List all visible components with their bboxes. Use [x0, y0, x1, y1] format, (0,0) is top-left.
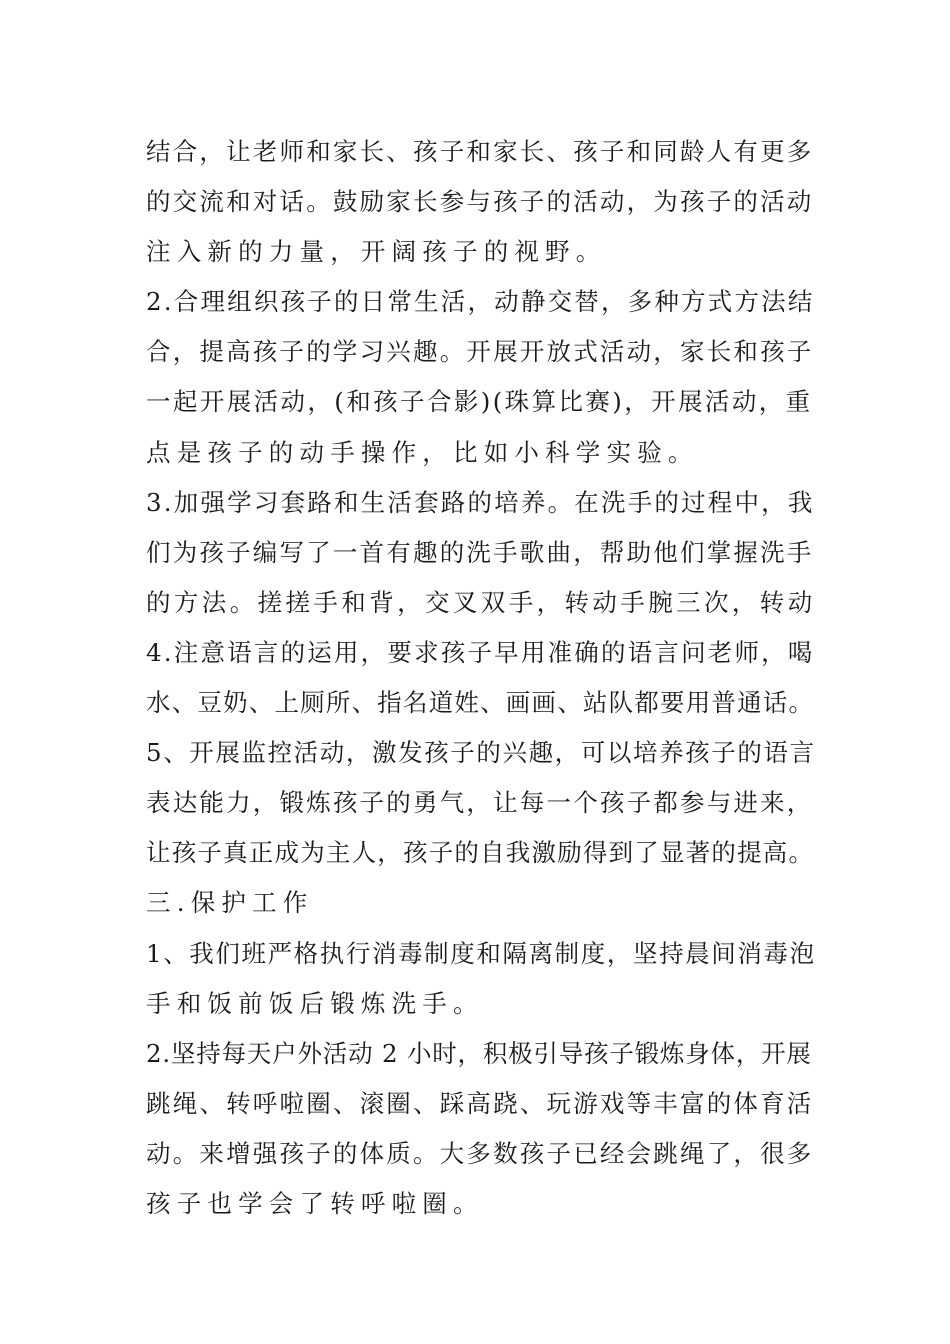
text-line: 们为孩子编写了一首有趣的洗手歌曲，帮助他们掌握洗手: [146, 537, 814, 567]
text-line: 2.坚持每天户外活动 2 小时，积极引导孩子锻炼身体，开展: [146, 1038, 812, 1068]
text-line: 2.合理组织孩子的日常生活，动静交替，多种方式方法结: [146, 287, 815, 317]
text-line: 点是孩子的动手操作，比如小科学实验。: [146, 437, 699, 467]
paragraph-intro: [146, 127, 816, 277]
text-line: 跳绳、转呼啦圈、滚圈、踩高跷、玩游戏等丰富的体育活: [146, 1088, 814, 1118]
text-line: 的交流和对话。鼓励家长参与孩子的活动，为孩子的活动: [146, 187, 814, 217]
text-line: 动。来增强孩子的体质。大多数孩子已经会跳绳了，很多: [146, 1138, 814, 1168]
paragraph-item-2: [146, 277, 816, 477]
text-line: 表达能力，锻炼孩子的勇气，让每一个孩子都参与进来，: [146, 788, 814, 818]
text-line: 5、开展监控活动，激发孩子的兴趣，可以培养孩子的语言: [146, 738, 816, 768]
text-line: 水、豆奶、上厕所、指名道姓、画画、站队都要用普通话。: [146, 688, 815, 718]
paragraph-item-4: [146, 628, 816, 728]
text-line: 的方法。搓搓手和背，交叉双手，转动手腕三次，转动: [146, 587, 816, 617]
text-line: 手和饭前饭后锻炼洗手。: [146, 988, 484, 1018]
text-line: 合，提高孩子的学习兴趣。开展开放式活动，家长和孩子: [146, 337, 814, 367]
text-line: 3.加强学习套路和生活套路的培养。在洗手的过程中，我: [146, 487, 815, 517]
paragraph-item-3: [146, 478, 816, 628]
section-heading-protection: [146, 878, 816, 928]
text-line: 结合，让老师和家长、孩子和家长、孩子和同龄人有更多: [146, 137, 814, 166]
text-line: 1、我们班严格执行消毒制度和隔离制度，坚持晨间消毒泡: [146, 938, 816, 968]
text-line: 注入新的力量，开阔孩子的视野。: [146, 237, 607, 267]
text-line: 4.注意语言的运用，要求孩子早用准确的语言问老师，喝: [146, 637, 815, 667]
text-line: 让孩子真正成为主人，孩子的自我激励得到了显著的提高。: [146, 838, 815, 868]
paragraph-protection-1: [146, 929, 816, 1029]
section-heading: 三.保护工作: [146, 888, 314, 918]
paragraph-item-5: [146, 728, 816, 878]
text-line: 一起开展活动，(和孩子合影)(珠算比赛)，开展活动，重: [146, 387, 813, 417]
text-line: 孩子也学会了转呼啦圈。: [146, 1188, 484, 1218]
document-body: [146, 127, 816, 1229]
paragraph-protection-2: [146, 1029, 816, 1229]
